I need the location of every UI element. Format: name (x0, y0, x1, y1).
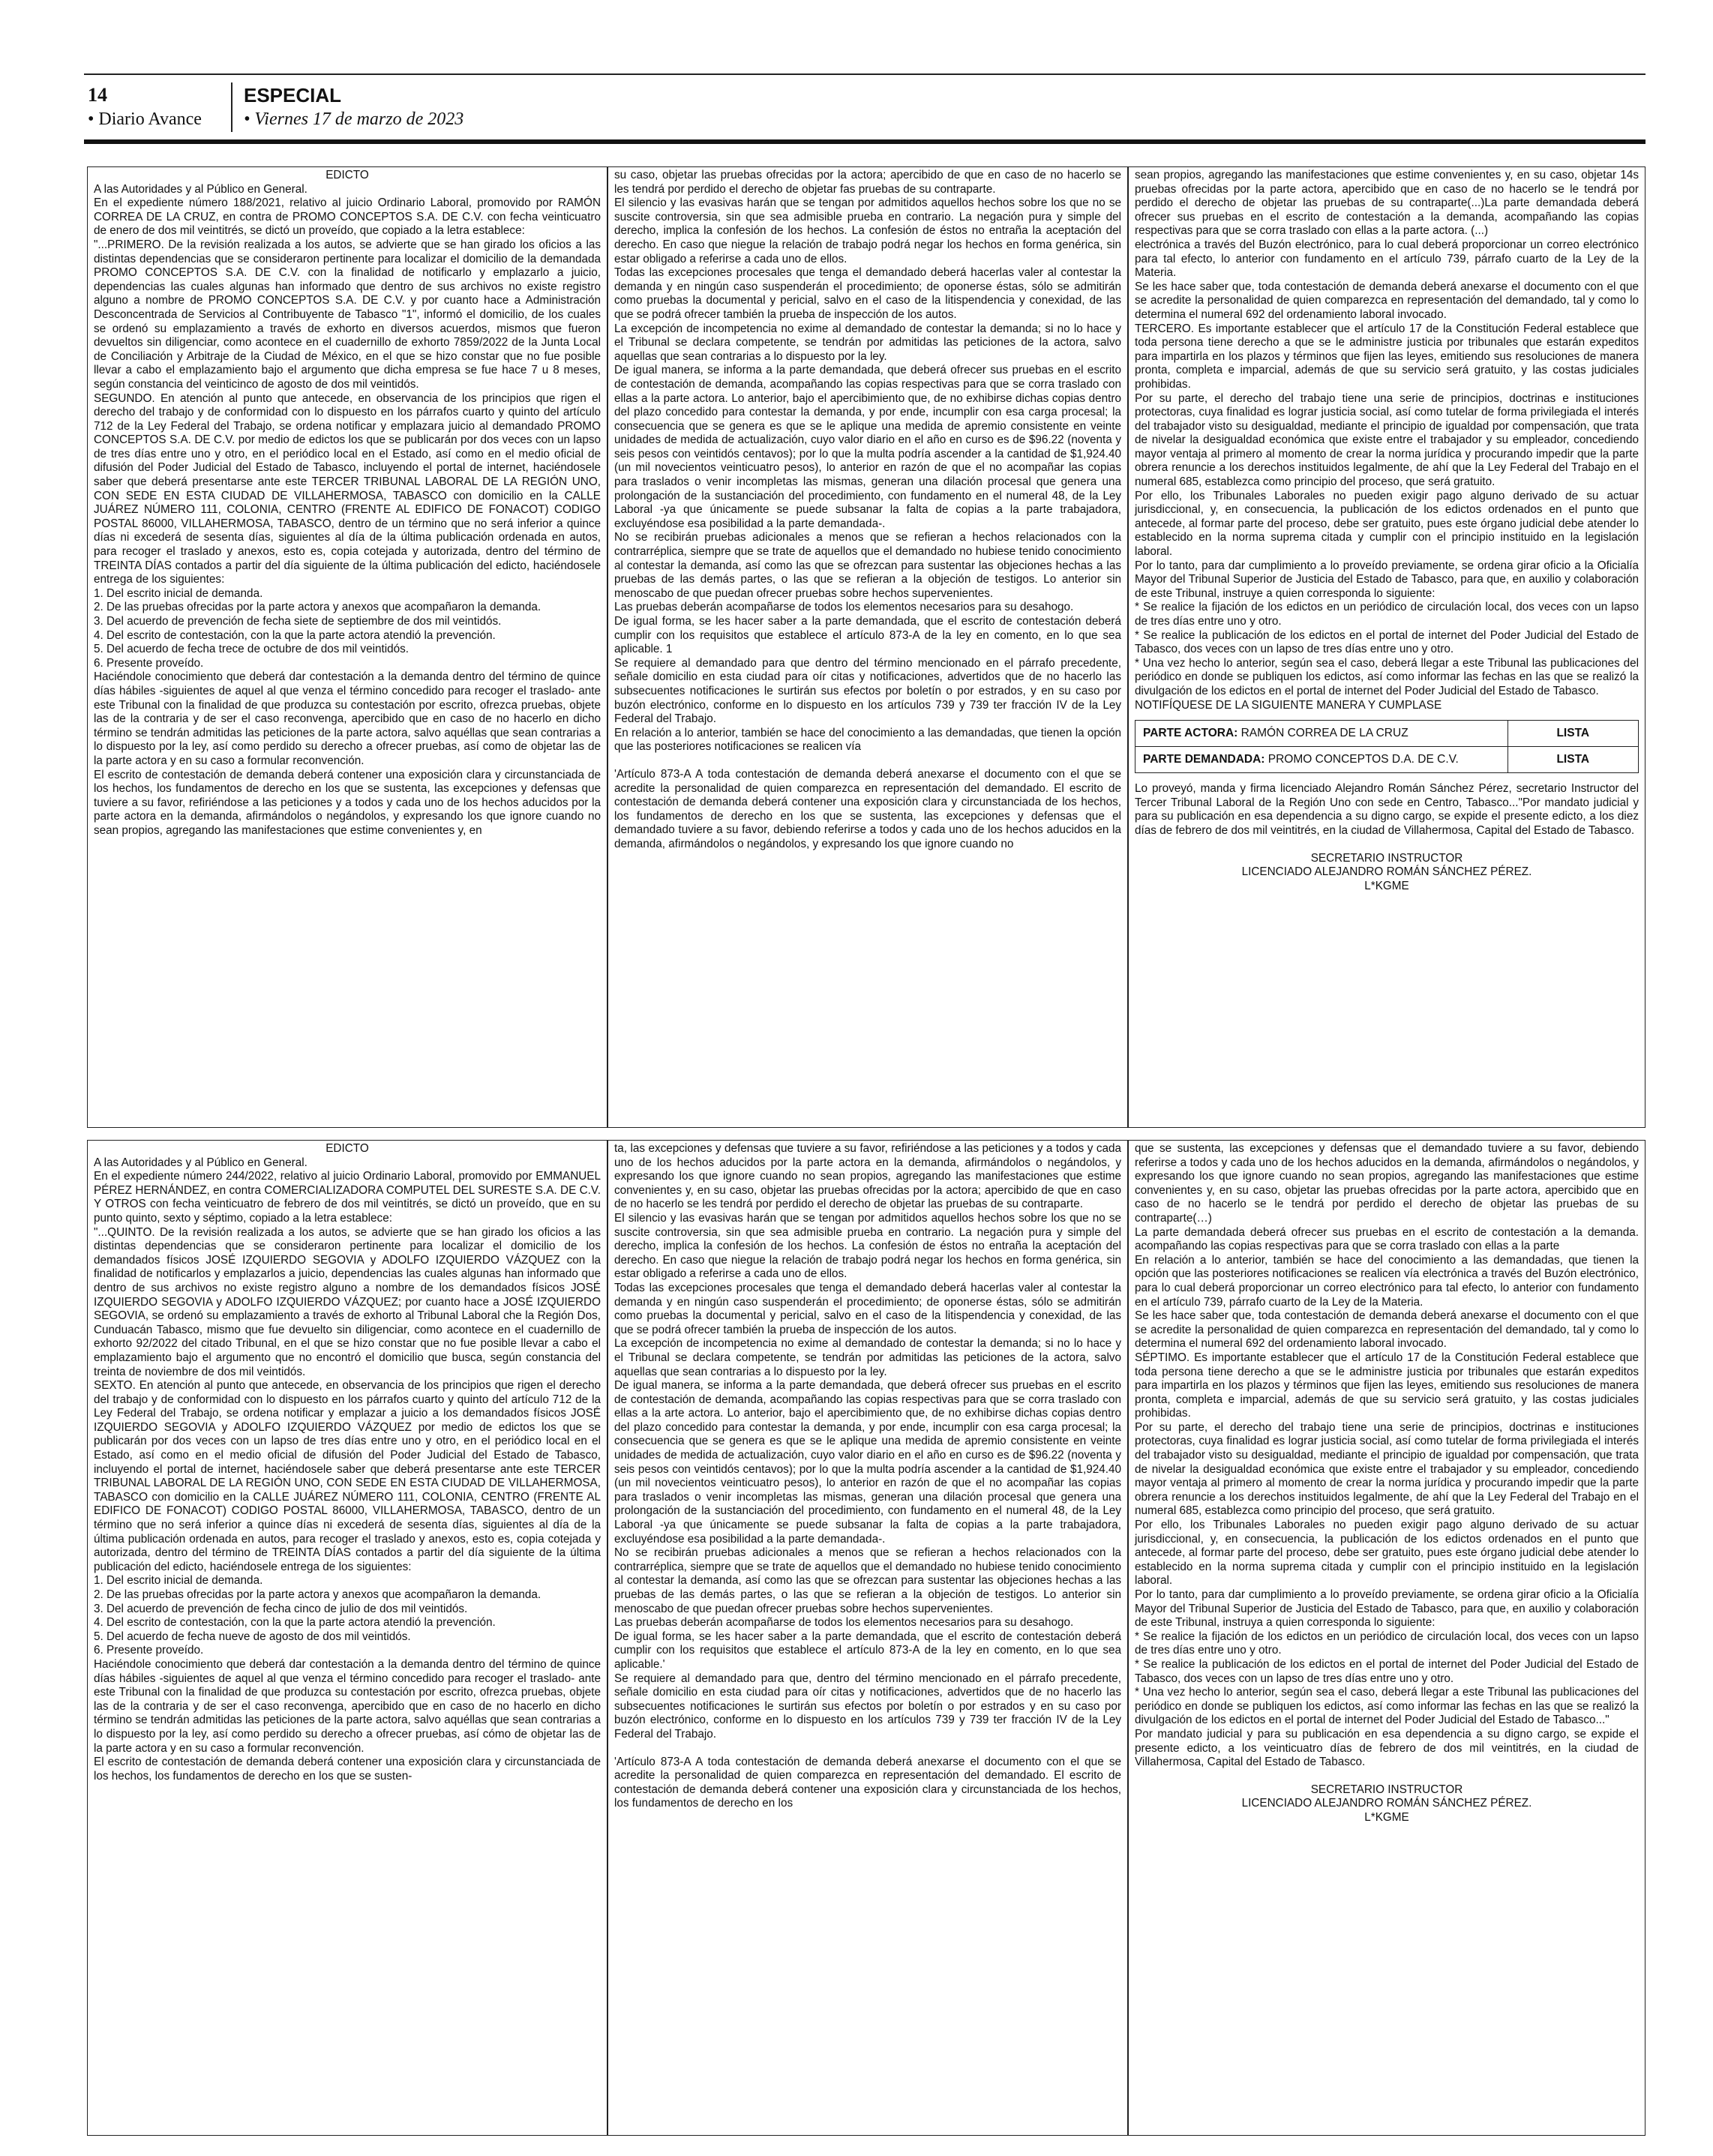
paragraph: De igual manera, se informa a la parte demandada, que deberá ofrecer sus pruebas en el escrito de contestación de demanda, acompañando las copias respectivas para que se corra traslado con ellas a la parte actora. Lo anterior, bajo el apercibimiento que, de no exhibirse dichas copias dentro del plazo concedido para contestar la demanda, y por ende, incumplir con esa carga procesal; la consecuencia que se genera es que se le aplique una medida de apremio consistente en veinte unidades de medida de actualización, cuyo valor diario en el año en curso es de $96.22 (noventa y seis pesos con veintidós centavos); por lo que la multa podría ascender a la cantidad de $1,924.40 (un mil novecientos veinticuatro pesos), lo anterior en razón de que el no acompañar las copias para traslados o venir incompletas las mismas, generan una dilación procesal que genera una prolongación de la sustanciación del procedimiento, con fundamento en el numeral 48, de la Ley Laboral -ya que únicamente se puede subsanar la falta de copias a la parte trabajadora, excluyéndose esa posibilidad a la parte demandada-. (614, 364, 1121, 530)
edicto1-column-3-text (1135, 169, 1639, 712)
edicto1-signature (1135, 852, 1639, 894)
signature-line: LICENCIADO ALEJANDRO ROMÁN SÁNCHEZ PÉREZ. (1241, 865, 1532, 879)
paragraph: Se les hace saber que, toda contestación de demanda deberá anexarse el documento con el que se acredite la personalidad de quien comparezca en representación del demandado, tal y como lo determina el numeral 692 del ordenamiento laboral invocado. (1135, 1309, 1639, 1351)
table-cell-party (1136, 747, 1508, 773)
paragraph: 'Artículo 873-A A toda contestación de demanda deberá anexarse el documento con el que se acredite la personalidad de quien comparezca en representación del demandado. El escrito de contestación de demanda deberá contener una exposición clara y circunstanciada de los hechos, los fundamentos de derecho en los que se sustenta, las excepciones y defensas que el demandado tuviere a su favor, debiendo referirse a todos y cada uno de los hechos aducidos en la demanda, afirmándolos o negándolos, y expresando los que ignore cuando no (614, 767, 1121, 850)
paragraph: El silencio y las evasivas harán que se tengan por admitidos aquellos hechos sobre los que no se suscite controversia, sin que sea admisible prueba en contrario. La negación pura y simple del derecho, implica la confesión de los hechos. La confesión de éstos no entraña la aceptación del derecho. En caso que niegue la relación de trabajo podrá negar los hechos en forma genérica, sin estar obligado a referirse a cada uno de ellos. (614, 1211, 1121, 1281)
paragraph: En relación a lo anterior, también se hace del conocimiento a las demandadas, que tienen la opción que las posteriores notificaciones se realicen vía (614, 726, 1121, 754)
signature-line: SECRETARIO INSTRUCTOR (1310, 851, 1463, 865)
paragraph: SÉPTIMO. Es importante establecer que el artículo 17 de la Constitución Federal establece que toda persona tiene derecho a que se le administre justicia por tribunales que estarán expeditos para impartirla en los plazos y términos que fijen las leyes, emitiendo sus resoluciones de manera pronta, completa e imparcial, además de que su servicio será gratuito, y las costas judiciales prohibidas. (1135, 1351, 1639, 1420)
edicto2-column-1 (88, 1141, 607, 2135)
paragraph: Se requiere al demandado para que dentro del término mencionado en el párrafo precedente, señale domicilio en esta ciudad para oír citas y notificaciones, advertidos que de no hacerlo las subsecuentes notificaciones le surtirán sus efectos por boletín o por estrados, y en su caso por buzón electrónico, conforme en lo dispuesto en los artículos 739 y 739 ter fracción IV de la Ley Federal del Trabajo. (614, 656, 1121, 726)
paragraph: No se recibirán pruebas adicionales a menos que se refieran a hechos relacionados con la contrarréplica, siempre que se trate de aquellos que el demandado no hubiese tenido conocimiento al contestar la demanda, así como las que se ofrezcan para sustentar las objeciones hechas a las pruebas de las demás partes, o las que se refieran a la objeción de testigos. Lo anterior sin menoscabo de que puedan ofrecer pruebas sobre hechos supervenientes. (614, 1546, 1121, 1615)
paragraph: 3. Del acuerdo de prevención de fecha cinco de julio de dos mil veintidós. (94, 1602, 468, 1615)
table-cell-action: LISTA (1508, 747, 1638, 773)
paragraph: Por lo tanto, para dar cumplimiento a lo proveído previamente, se ordena girar oficio a la Oficialía Mayor del Tribunal Superior de Justicia del Estado de Tabasco, para que, en auxilio y colaboración de este Tribunal, instruye a quien corresponda lo siguiente: (1135, 559, 1639, 600)
signature-line: SECRETARIO INSTRUCTOR (1310, 1783, 1463, 1796)
paragraph: De igual manera, se informa a la parte demandada, que deberá ofrecer sus pruebas en el escrito de contestación de demanda, acompañando las copias respectivas para que se corra traslado con ellas a la arte actora. Lo anterior, bajo el apercibimiento que, de no exhibirse dichas copias dentro del plazo concedido para contestar la demanda, y por ende, incumplir con esa carga procesal; la consecuencia que se genera es que se le aplique una medida de apremio consistente en veinte unidades de medida de actualización, cuyo valor diario en el año en curso es de $96.22 (noventa y seis pesos con veintidós centavos); por lo que la multa podría ascender a la cantidad de $1,924.40 (un mil novecientos veinticuatro pesos), lo anterior en razón de que el no acompañar las copias para traslados o venir incompletas las mismas, generan una dilación procesal que genera una prolongación de la sustanciación del procedimiento, con fundamento en el numeral 48, de la Ley Laboral -ya que únicamente se puede subsanar la falta de copias a la parte trabajadora, excluyéndose esa posibilidad a la parte demandada-. (614, 1379, 1121, 1546)
paragraph: Por lo tanto, para dar cumplimiento a lo proveído previamente, se ordena girar oficio a la Oficialía Mayor del Tribunal Superior de Justicia del Estado de Tabasco, para que, en auxilio y colaboración de este Tribunal, instruya a quien corresponda lo siguiente: (1135, 1588, 1639, 1630)
paragraph: Todas las excepciones procesales que tenga el demandado deberá hacerlas valer al contestar la demanda y en ningún caso suspenderán el procedimiento; de oponerse éstas, sólo se admitirán como pruebas la documental y pericial, salvo en el caso de la litispendencia y conexidad, de las que se podrá ofrecer también la prueba de inspección de los autos. (614, 266, 1121, 321)
paragraph: NOTIFÍQUESE DE LA SIGUIENTE MANERA Y CUMPLASE (1135, 698, 1442, 712)
paragraph: 3. Del acuerdo de prevención de fecha siete de septiembre de dos mil veintidós. (94, 615, 502, 628)
paragraph: "...QUINTO. De la revisión realizada a los autos, se advierte que se han girado los oficios a las distintas dependencias que se consideraron pertinente para localizar el domicilio de los demandados físicos JOSÉ IZQUIERDO SEGOVIA y ADOLFO IZQUIERDO VÁZQUEZ con la finalidad de notificarlos y emplazarlos a juicio, dependencias las cuales algunas han informado que dentro de sus archivos no existe registro alguno a nombre de los demandados físicos JOSÉ IZQUIERDO SEGOVIA y ADOLFO IZQUIERDO VÁZQUEZ; por cuanto hace a JOSÉ IZQUIERDO SEGOVIA, se ordenó su emplazamiento a través de exhorto al Tribunal Laboral che la Región Dos, Cunduacán Tabasco, mismo que fue devuelto sin diligenciar, como acontece en el cuadernillo de exhorto 92/2022 del citado Tribunal, en el que se hizo constar que no fue posible llevar a cabo el emplazamiento bajo el argumento que no encontró el domicilio que busca, según constancia del treinta de noviembre de dos mil veintidós. (94, 1225, 601, 1378)
page-number: 14 (88, 84, 107, 106)
paragraph: Por su parte, el derecho del trabajo tiene una serie de principios, doctrinas e instituciones protectoras, cuya finalidad es lograr justicia social, así como tutelar de forma privilegiada el interés del trabajador visto su desigualdad, mediante el principio de igualdad por compensación, que trata de nivelar la desigualdad económica que existe entre el trabajador y su empleador, concediendo mayor ventaja al primero al momento de crear la norma jurídica y procurando impedir que la parte obrera renuncie a los derechos instituidos legalmente, de ahí que la Ley Federal del Trabajo en el numeral 685, establezca como principio del proceso, que será gratuito. (1135, 391, 1639, 489)
paragraph: Por ello, los Tribunales Laborales no pueden exigir pago alguno derivado de su actuar jurisdiccional, y, en consecuencia, la publicación de los edictos ordenados en el punto que antecede, al formar parte del proceso, debe ser gratuito, pues este órgano judicial debe atender lo establecido en la norma suprema citada y cumplir con el principio instituido en la legislación laboral. (1135, 489, 1639, 559)
paragraph: En el expediente número 188/2021, relativo al juicio Ordinario Laboral, promovido por RAMÓN CORREA DE LA CRUZ, en contra de PROMO CONCEPTOS S.A. DE C.V. con fecha veinticuatro de enero de dos mil veintitrés, se dictó un proveído, que copiado a la letra establece: (94, 196, 601, 238)
paragraph: TERCERO. Es importante establecer que el artículo 17 de la Constitución Federal establece que toda persona tiene derecho a que se le administre justicia por tribunales que estarán expeditos para impartirla en los plazos y términos que fijen las leyes, emitiendo sus resoluciones de manera pronta, completa e imparcial, además de que su servicio será gratuito, y las costas judiciales prohibidas. (1135, 322, 1639, 391)
paragraph: "...PRIMERO. De la revisión realizada a los autos, se advierte que se han girado los oficios a las distintas dependencias que se consideraron pertinente para localizar el domicilio de la demandada PROMO CONCEPTOS S.A. DE C.V. con la finalidad de notificarlo y emplazarlo a juicio, dependencias las cuales algunas han informado que dentro de sus archivos no existe registro alguno a nombre de PROMO CONCEPTOS S.A. DE C.V. y por cuanto hace a Administración Desconcentrada de Servicios al Contribuyente de Tabasco "1", informó el domicilio, de los cuales se ordenó su emplazamiento a través de exhorto en diversos acuerdos, mismos que fueron devueltos sin diligenciar, como acontece en el cuadernillo de exhorto 7859/2022 de la Junta Local de Conciliación y Arbitraje de la Ciudad de México, en el que se hizo constar que no fue posible llevar a cabo el emplazamiento bajo el argumento que dicha empresa se fue hace 7 u 8 meses, según constancia del veinticinco de agosto de dos mil veintidós. (94, 238, 601, 391)
paragraph: Haciéndole conocimiento que deberá dar contestación a la demanda dentro del término de quince días hábiles -siguientes de aquel al que venza el término concedido para recoger el traslado- ante este Tribunal con la finalidad de que produzca su contestación por escrito, ofrezca pruebas, objete las de la contraria y de ser el caso reconvenga, apercibido que en caso de no hacerlo en dicho término se tendrán admitidas las peticiones de la parte actora, salvo aquéllas que sean contrarias a lo dispuesto por la ley, así como perdido su derecho a ofrecer pruebas, así como de objetar las de la parte actora y en su caso a formular reconvención. (94, 670, 601, 767)
party-name: RAMÓN CORREA DE LA CRUZ (1238, 727, 1408, 740)
paragraph: La excepción de incompetencia no exime al demandado de contestar la demanda; si no lo hace y el Tribunal se declara competente, se tendrán por admitidas las peticiones de la actora, salvo aquellas que sean contrarias a lo dispuesto por la ley. (614, 1337, 1121, 1378)
paper-name: • Diario Avance (88, 109, 202, 129)
edicto-title: EDICTO (326, 169, 369, 181)
edicto-title: EDICTO (326, 1142, 369, 1155)
paragraph: 5. Del acuerdo de fecha nueve de agosto de dos mil veintidós. (94, 1630, 411, 1643)
paragraph: Se les hace saber que, toda contestación de demanda deberá anexarse el documento con el que se acredite la personalidad de quien comparezca en representación del demandado, tal y como lo determina el numeral 692 del ordenamiento laboral invocado. (1135, 280, 1639, 321)
edicto1-column-1 (88, 167, 607, 1127)
paragraph: Todas las excepciones procesales que tenga el demandado deberá hacerlas valer al contestar la demanda y en ningún caso suspenderán el procedimiento; de oponerse éstas, sólo se admitirán como pruebas la documental y pericial, salvo en el caso de la litispendencia y conexidad, de las que se podrá ofrecer también la prueba de inspección de los autos. (614, 1281, 1121, 1336)
paragraph: No se recibirán pruebas adicionales a menos que se refieran a hechos relacionados con la contrarréplica, siempre que se trate de aquellos que el demandado no hubiese tenido conocimiento al contestar la demanda, así como las que se ofrezcan para sustentar las objeciones hechas a las pruebas de las demás partes, o las que se refieran a la objeción de testigos. Lo anterior sin menoscabo de que puedan ofrecer pruebas sobre hechos supervenientes. (614, 531, 1121, 600)
paragraph: * Se realice la fijación de los edictos en un periódico de circulación local, dos veces con un lapso de tres días entre uno y otro. (1135, 601, 1639, 628)
paragraph: 4. Del escrito de contestación, con la que la parte actora atendió la prevención. (94, 1616, 496, 1630)
paragraph: En relación a lo anterior, también se hace del conocimiento a las demandadas, que tienen la opción que las posteriores notificaciones se realicen vía electrónica a través del Buzón electrónico, para lo cual deberá proporcionar un correo electrónico para tal efecto, lo anterior con fundamento en el artículo 739, párrafo cuarto de la Ley de la Materia. (1135, 1253, 1639, 1309)
signature-line: LICENCIADO ALEJANDRO ROMÁN SÁNCHEZ PÉREZ. (1241, 1797, 1532, 1810)
paragraph: 'Artículo 873-A A toda contestación de demanda deberá anexarse el documento con el que se acredite la personalidad de quien comparezca en representación del demandado. El escrito de contestación de demanda deberá contener una exposición clara y circunstanciada de los hechos, los fundamentos de derecho en los (614, 1755, 1121, 1810)
edicto-block-1 (87, 166, 1646, 1128)
paragraph: SEGUNDO. En atención al punto que antecede, en observancia de los principios que rigen el derecho del trabajo y de conformidad con lo dispuesto en los párrafos cuarto y quinto del artículo 712 de la Ley Federal del Trabajo, se ordena notificar y emplazara juicio al demandado PROMO CONCEPTOS S.A. DE C.V. por medio de edictos los que se publicarán por dos veces con un lapso de tres días entre uno y otro, en el periódico local en el Estado, así como en el medio oficial de difusión del Poder Judicial del Estado de Tabasco, incluyendo el portal de internet, haciéndosele saber que deberá presentarse ante este TERCER TRIBUNAL LABORAL DE LA REGIÓN UNO, CON SEDE EN ESTA CIUDAD DE VILLAHERMOSA, TABASCO con domicilio en la CALLE JUÁREZ NÚMERO 111, COLONIA, CENTRO (FRENTE AL EDIFICO DE FONACOT) CODIGO POSTAL 86000, VILLAHERMOSA, TABASCO, dentro de un término que no será inferior a quince días ni excederá de sesenta días, siguientes al día de la última publicación ordenada en autos, para recoger el traslado y anexos, esto es, copia cotejada y autorizada, dentro del término de TREINTA DÍAS contados a partir del día siguiente de la última publicación del edicto, haciéndosele entrega de los siguientes: (94, 391, 601, 586)
paragraph: que se sustenta, las excepciones y defensas que el demandado tuviere a su favor, debiendo referirse a todos y cada uno de los hechos aducidos en la demanda, afirmándolos o negándolos, y expresando los que ignore cuando no sean propios, agregando las manifestaciones que estime convenientes y, en su caso, objetar las pruebas ofrecidas por la parte actora, apercibido que en caso de no hacerlo se le tendrá por perdido el derecho de objetar las pruebas de su contraparte(…) (1135, 1142, 1639, 1225)
header-separator (231, 82, 232, 132)
paragraph: 1. Del escrito inicial de demanda. (94, 1574, 263, 1588)
paragraph: De igual forma, se les hacer saber a la parte demandada, que el escrito de contestación deberá cumplir con los requisitos que establece el artículo 873-A de la ley en comento, en lo que sea aplicable.' (614, 1630, 1121, 1671)
paragraph: * Una vez hecho lo anterior, según sea el caso, deberá llegar a este Tribunal las publicaciones del periódico en donde se publiquen los edictos, así como informar las fechas en las que se realizó la divulgación de los edictos en el portal de internet del Poder Judicial del Estado de Tabasco. (1135, 656, 1639, 697)
paragraph (614, 1742, 1121, 1756)
table-row (1136, 721, 1639, 747)
edicto-block-2 (87, 1140, 1646, 2136)
paragraph: Por ello, los Tribunales Laborales no pueden exigir pago alguno derivado de su actuar jurisdiccional, y, en consecuencia, la publicación de los edictos ordenados en el punto que antecede, al formar parte del proceso, debe ser gratuito, pues este órgano judicial debe atender lo establecido en la norma suprema citada y cumplir con el principio instituido en la legislación laboral. (1135, 1519, 1639, 1588)
paragraph: Haciéndole conocimiento que deberá dar contestación a la demanda dentro del término de quince días hábiles -siguientes de aquel al que venza el término concedido para recoger el traslado- ante este Tribunal con la finalidad de que produzca su contestación por escrito, ofrezca pruebas, objete las de la contraria y de ser el caso reconvenga, apercibido que en caso de no hacerlo en dicho término se tendrán admitidas las peticiones de la parte actora, salvo aquéllas que sean contrarias a lo dispuesto por la ley, así como perdido su derecho a ofrecer pruebas, así cómo de objetar las de la parte actora y en su caso a formular reconvención. (94, 1657, 601, 1755)
paragraph: El escrito de contestación de demanda deberá contener una exposición clara y circunstanciada de los hechos, los fundamentos de derecho en los que se susten- (94, 1756, 601, 1783)
paragraph: * Se realice la publicación de los edictos en el portal de internet del Poder Judicial del Estado de Tabasco, dos veces con un lapso de tres días entre uno y otro. (1135, 1657, 1639, 1685)
paragraph: 4. Del escrito de contestación, con la que la parte actora atendió la prevención. (94, 628, 496, 642)
edicto2-column-2 (608, 1141, 1127, 2135)
party-label: PARTE ACTORA: (1143, 727, 1238, 740)
paragraph: La parte demandada deberá ofrecer sus pruebas en el escrito de contestación a la demanda. acompañando las copias respectivas para que se corra traslado con ellas a la parte (1135, 1225, 1639, 1253)
paragraph: El silencio y las evasivas harán que se tengan por admitidos aquellos hechos sobre los que no se suscite controversia, sin que sea admisible prueba en contrario. La negación pura y simple del derecho, implica la confesión de los hechos. La confesión de éstos no entraña la aceptación del derecho. En caso que niegue la relación de trabajo podrá negar los hechos en forma genérica, sin estar obligado a referirse a cada uno de ellos. (614, 196, 1121, 265)
paragraph: 6. Presente proveído. (94, 656, 204, 670)
table-cell-party (1136, 721, 1508, 747)
header-bottom-rule (84, 139, 1646, 144)
notification-table (1135, 720, 1639, 773)
edicto2-column-3-text (1135, 1142, 1639, 1770)
paragraph: * Se realice la fijación de los edictos en un periódico de circulación local, dos veces con un lapso de tres días entre uno y otro. (1135, 1630, 1639, 1657)
edicto1-column-2 (608, 167, 1127, 1127)
table-cell-action: LISTA (1508, 721, 1638, 747)
party-name: PROMO CONCEPTOS D.A. DE C.V. (1264, 753, 1459, 766)
paragraph: electrónica a través del Buzón electrónico, para lo cual deberá proporcionar un correo electrónico para tal efecto, lo anterior con fundamento en el artículo 739, párrafo cuarto de la Ley de la Materia. (1135, 238, 1639, 280)
paragraph (614, 754, 1121, 768)
paragraph: A las Autoridades y al Público en General. (94, 1156, 308, 1169)
paragraph: sean propios, agregando las manifestaciones que estime convenientes y, en su caso, objetar 14s pruebas ofrecidas por la parte actora, apercibido que en caso de no hacerlo se le tendrá por perdido el derecho de objetar las pruebas de su contraparte(...)La parte demandada deberá ofrecer sus pruebas en el escrito de contestación a la demanda, acompañando las copias respectivas para que se corra traslado con ellas a la parte actora. (...) (1135, 169, 1639, 238)
edicto2-column-3 (1129, 1141, 1645, 2135)
signature-line: L*KGME (1364, 1810, 1409, 1824)
paragraph: Las pruebas deberán acompañarse de todos los elementos necesarios para su desahogo. (614, 1616, 1074, 1630)
paragraph: * Una vez hecho lo anterior, según sea el caso, deberá llegar a este Tribunal las publicaciones del periódico en donde se publiquen los edictos, así como informar las fechas en las que se realizó la divulgación de los edictos en el portal de internet del Poder Judicial del Estado de Tabasco..." (1135, 1686, 1639, 1727)
paragraph: su caso, objetar las pruebas ofrecidas por la actora; apercibido de que en caso de no hacerlo se les tendrá por perdido el derecho de objetar fas pruebas de su contraparte. (614, 169, 1121, 196)
paragraph: De igual forma, se les hacer saber a la parte demandada, que el escrito de contestación deberá cumplir con los requisitos que establece el artículo 873-A de la ley en comento, en lo que sea aplicable. 1 (614, 615, 1121, 656)
paragraph: Las pruebas deberán acompañarse de todos los elementos necesarios para su desahogo. (614, 601, 1074, 614)
section-title: ESPECIAL (244, 84, 342, 106)
paragraph: * Se realice la publicación de los edictos en el portal de internet del Poder Judicial del Estado de Tabasco, dos veces con un lapso de tres días entre uno y otro. (1135, 628, 1639, 656)
paragraph: SEXTO. En atención al punto que antecede, en observancia de los principios que rigen el derecho del trabajo y de conformidad con lo dispuesto en los párrafos cuarto y quinto del artículo 712 de la Ley Federal del Trabajo, se ordena notificar y emplazar a juicio a los demandados físicos JOSÉ IZQUIERDO SEGOVIA y ADOLFO IZQUIERDO VÁZQUEZ por medio de edictos los que se publicarán por dos veces con un lapso de tres días entre uno y otro, en el periódico local en el Estado, así como en el medio oficial de difusión del Poder Judicial del Estado de Tabasco, incluyendo el portal de internet, haciéndosele saber que deberá presentarse ante este TERCER TRIBUNAL LABORAL DE LA REGIÓN UNO, CON SEDE EN ESTA CIUDAD DE VILLAHERMOSA, TABASCO con domicilio en la CALLE JUÁREZ NÚMERO 111, COLONIA, CENTRO (FRENTE AL EDIFICO DE FONACOT) CODIGO POSTAL 86000, VILLAHERMOSA, TABASCO, dentro de un término que no será inferior a quince días ni excederá de sesenta días, siguientes al día de la última publicación ordenada en autos, para recoger el traslado y anexos, esto es, copia cotejada y autorizada, dentro del término de TREINTA DÍAS contados a partir del día siguiente de la última publicación del edicto, haciéndosele entrega de los siguientes: (94, 1379, 601, 1573)
paragraph: Se requiere al demandado para que, dentro del término mencionado en el párrafo precedente, señale domicilio en esta ciudad para oír citas y notificaciones, advertidos que de no hacerlo las subsecuentes notificaciones le surtirán sus efectos por boletín o por estrados y en su caso por buzón electrónico, conforme en lo dispuesto en los artículos 739 y 739 ter fracción IV de la Ley Federal del Trabajo. (614, 1672, 1121, 1741)
paragraph: 2. De las pruebas ofrecidas por la parte actora y anexos que acompañaron la demanda. (94, 1588, 542, 1601)
table-row (1136, 747, 1639, 773)
header-top-rule (84, 73, 1646, 75)
paragraph: La excepción de incompetencia no exime al demandado de contestar la demanda; si no lo hace y el Tribunal se declara competente, se tendrán por admitidas las peticiones de la actora, salvo aquellas que sean contrarias a lo dispuesto por la ley. (614, 322, 1121, 363)
edicto1-closing-text (1135, 782, 1639, 838)
paragraph: 6. Presente proveído. (94, 1644, 204, 1657)
signature-line: L*KGME (1364, 879, 1409, 892)
edicto2-signature (1135, 1783, 1639, 1825)
paragraph: 1. Del escrito inicial de demanda. (94, 586, 263, 600)
paragraph: Por su parte, el derecho del trabajo tiene una serie de principios, doctrinas e instituciones protectoras, cuya finalidad es lograr justicia social, así como tutelar de forma privilegiada el interés del trabajador visto su desigualdad, mediante el principio de igualdad por compensación, que trata de nivelar la desigualdad económica que existe entre el trabajador y su empleador, concediendo mayor ventaja al primero al momento de crear la norma jurídica y procurando impedir que la parte obrera renuncie a los derechos instituidos legalmente, de ahí que la Ley Federal del Trabajo en el numeral 685, establezca como principio del proceso, que será gratuito. (1135, 1420, 1639, 1518)
paragraph: ta, las excepciones y defensas que tuviere a su favor, refiriéndose a las peticiones y a todos y cada uno de los hechos aducidos por la parte actora en la demanda, afirmándolos o negándolos, y expresando los que ignore cuando no sean propios, agregando las manifestaciones que estime convenientes y, en su caso, objetar las pruebas ofrecidas por la actora; apercibido de que en caso de no hacerlo se les tendrá por perdido el derecho de objetar las pruebas de su contraparte. (614, 1142, 1121, 1211)
paragraph: A las Autoridades y al Público en General. (94, 182, 308, 196)
issue-date: • Viernes 17 de marzo de 2023 (244, 109, 464, 129)
paragraph: En el expediente número 244/2022, relativo al juicio Ordinario Laboral, promovido por EMMANUEL PÉREZ HERNÁNDEZ, en contra COMERCIALIZADORA COMPUTEL DEL SURESTE S.A. DE C.V. Y OTROS con fecha veinticuatro de febrero de dos mil veintitrés, se dictó un proveído, que en su punto quinto, sexto y séptimo, copiado a la letra establece: (94, 1170, 601, 1225)
paragraph: Lo proveyó, manda y firma licenciado Alejandro Román Sánchez Pérez, secretario Instructor del Tercer Tribunal Laboral de la Región Uno con sede en Centro, Tabasco..."Por mandato judicial y para su publicación en esa dependencia a su digno cargo, se expide el presente edicto, a los diez días de febrero de dos mil veintitrés, en la ciudad de Villahermosa, Capital del Estado de Tabasco. (1135, 782, 1639, 837)
edicto1-column-3 (1129, 167, 1645, 1127)
party-label: PARTE DEMANDADA: (1143, 753, 1265, 766)
paragraph: 2. De las pruebas ofrecidas por la parte actora y anexos que acompañaron la demanda. (94, 601, 542, 614)
paragraph: El escrito de contestación de demanda deberá contener una exposición clara y circunstanciada de los hechos, los fundamentos de derecho en los que se sustenta, las excepciones y defensas que tuviere a su favor, refiriéndose a las peticiones y a todos y cada uno de los hechos aducidos por la parte actora en la demanda, afirmándolos o negándolos, y expresando los que ignore cuando no sean propios, agregando las manifestaciones que estime convenientes y, en (94, 768, 601, 837)
paragraph: Por mandato judicial y para su publicación en esa dependencia a su digno cargo, se expide el presente edicto, a los veinticuatro días de febrero de dos mil veintitrés, en la ciudad de Villahermosa, Capital del Estado de Tabasco. (1135, 1727, 1639, 1769)
paragraph: 5. Del acuerdo de fecha trece de octubre de dos mil veintidós. (94, 643, 410, 656)
